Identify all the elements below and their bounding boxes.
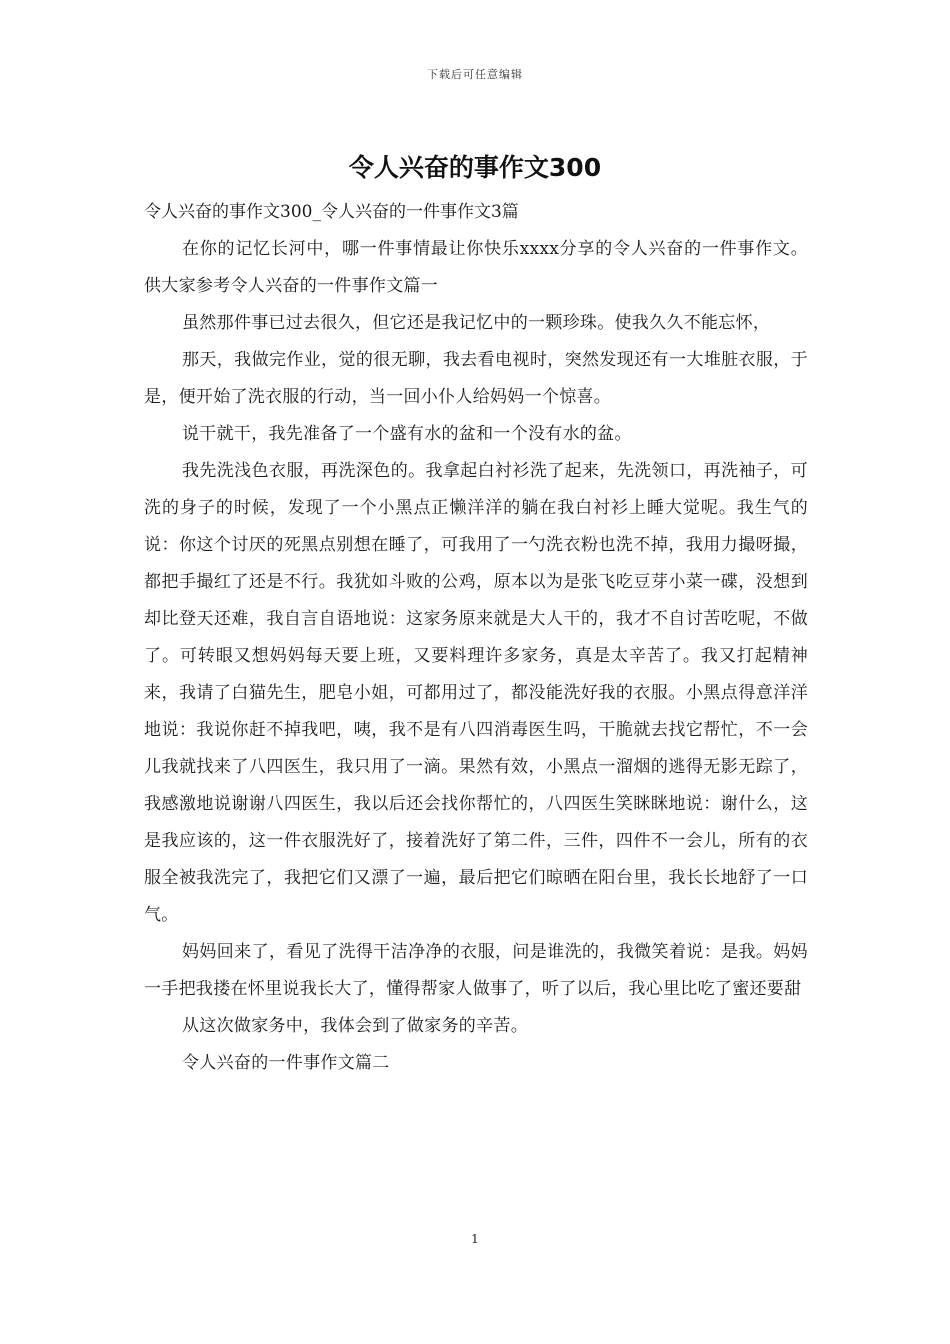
document-body [144,194,808,1082]
document-title: 令人兴奋的事作文300 [348,153,602,182]
page-number: 1 [471,1232,479,1246]
document-subtitle: 令人兴奋的事作文300_令人兴奋的一件事作文3篇 [144,202,519,222]
paragraph-intro: 在你的记忆长河中，哪一件事情最让你快乐xxxx分享的令人兴奋的一件事作文。供大家参考令人兴奋的一件事作文篇一 [144,239,808,296]
paragraph-mom-returns: 妈妈回来了，看见了洗得干洁净净的衣服，问是谁洗的，我微笑着说：是我。妈妈一手把我搂在怀里说我长大了，懂得帮家人做事了，听了以后，我心里比吃了蜜还要甜 [144,942,808,999]
paragraph-prepare: 说干就干，我先准备了一个盛有水的盆和一个没有水的盆。 [182,424,632,444]
paragraph-lesson: 从这次做家务中，我体会到了做家务的辛苦。 [182,1016,528,1036]
paragraph-memory: 虽然那件事已过去很久，但它还是我记忆中的一颗珍珠。使我久久不能忘怀， [182,313,771,333]
page-header: 下载后可任意编辑 [427,68,523,81]
paragraph-that-day: 那天，我做完作业，觉的很无聊，我去看电视时，突然发现还有一大堆脏衣服，于是，便开始了洗衣服的行动，当一回小仆人给妈妈一个惊喜。 [144,350,808,407]
paragraph-washing: 我先洗浅色衣服，再洗深色的。我拿起白衬衫洗了起来，先洗领口，再洗袖子，可洗的身子的时候，发现了一个小黑点正懒洋洋的躺在我白衬衫上睡大觉呢。我生气的说：你这个讨厌的死黑点别想在睡了，可我用了一勺洗衣粉也洗不掉，我用力撮呀撮，都把手撮红了还是不行。我犹如斗败的公鸡，原本以为是张飞吃豆芽小菜一碟，没想到却比登天还难，我自言自语地说：这家务原来就是大人干的，我才不自讨苦吃呢，不做了。可转眼又想妈妈每天要上班，又要料理许多家务，真是太辛苦了。我又打起精神来，我请了白猫先生，肥皂小姐，可都用过了，都没能洗好我的衣服。小黑点得意洋洋地说：我说你赶不掉我吧，咦，我不是有八四消毒医生吗，干脆就去找它帮忙，不一会儿我就找来了八四医生，我只用了一滴。果然有效，小黑点一溜烟的逃得无影无踪了，我感激地说谢谢八四医生，我以后还会找你帮忙的，八四医生笑眯眯地说：谢什么，这是我应该的，这一件衣服洗好了，接着洗好了第二件，三件，四件不一会儿，所有的衣服全被我洗完了，我把它们又漂了一遍，最后把它们晾晒在阳台里，我长长地舒了一口气。 [144,461,808,925]
paragraph-section-two-heading: 令人兴奋的一件事作文篇二 [182,1053,390,1073]
